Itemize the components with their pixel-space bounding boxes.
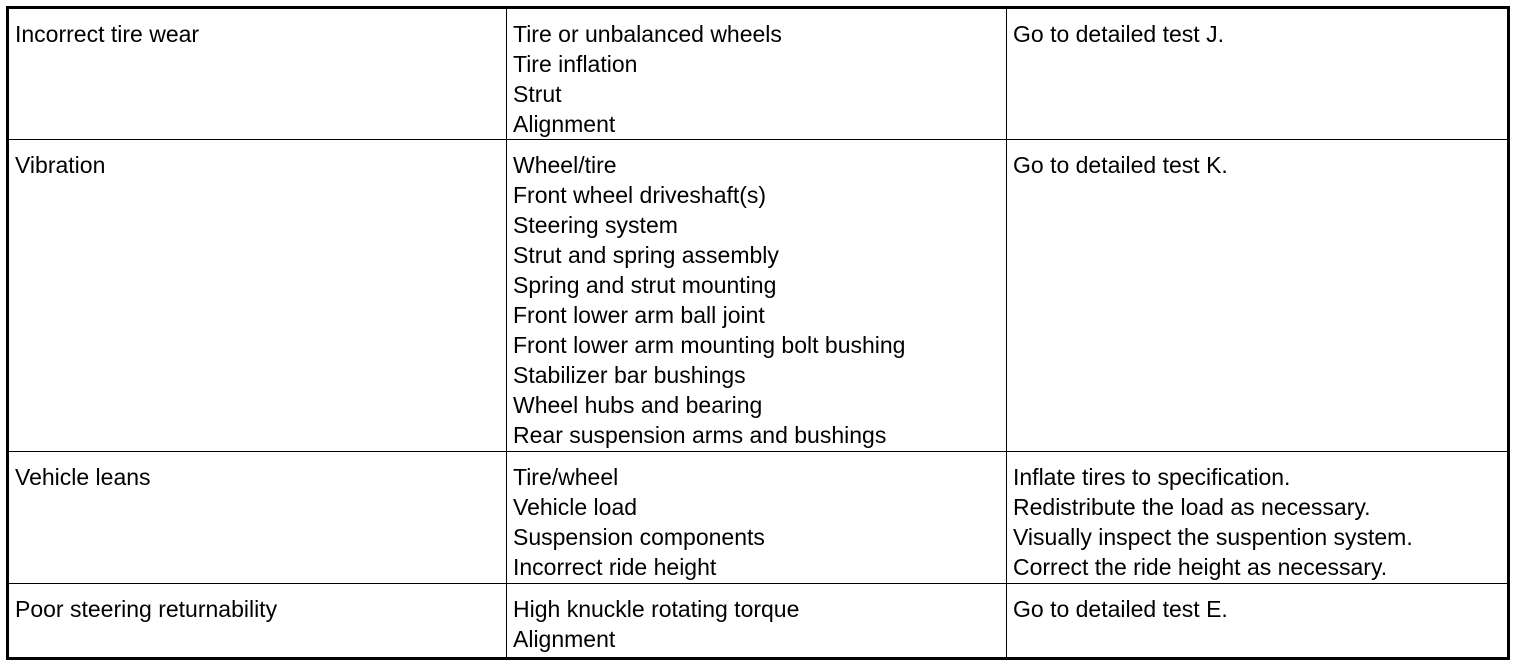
action-line: Correct the ride height as necessary.	[1013, 554, 1388, 580]
cause-line: Alignment	[513, 626, 616, 652]
action-cell	[1007, 140, 1509, 452]
condition-text: Vehicle leans	[15, 464, 151, 490]
cause-line: Strut	[513, 81, 562, 107]
condition-text: Incorrect tire wear	[15, 21, 200, 47]
cause-line: Steering system	[513, 212, 678, 238]
action-line: Redistribute the load as necessary.	[1013, 494, 1371, 520]
cause-cell	[507, 452, 1007, 584]
condition-cell	[8, 452, 507, 584]
action-line: Visually inspect the suspention system.	[1013, 524, 1413, 550]
cause-cell	[507, 140, 1007, 452]
action-line: Inflate tires to specification.	[1013, 464, 1291, 490]
action-line: Go to detailed test E.	[1013, 596, 1228, 622]
cause-line: Front wheel driveshaft(s)	[513, 182, 767, 208]
cause-line: Stabilizer bar bushings	[513, 362, 746, 388]
cause-cell	[507, 8, 1007, 140]
cause-line: Incorrect ride height	[513, 554, 717, 580]
condition-cell	[8, 140, 507, 452]
cause-line: Wheel hubs and bearing	[513, 392, 763, 418]
cause-line: Wheel/tire	[513, 152, 617, 178]
cause-line: Spring and strut mounting	[513, 272, 777, 298]
cause-line: Suspension components	[513, 524, 765, 550]
action-line: Go to detailed test J.	[1013, 21, 1224, 47]
condition-cell	[8, 8, 507, 140]
cause-line: High knuckle rotating torque	[513, 596, 800, 622]
cause-line: Rear suspension arms and bushings	[513, 422, 887, 448]
cause-line: Tire inflation	[513, 51, 638, 77]
cause-line: Front lower arm mounting bolt bushing	[513, 332, 906, 358]
condition-cell	[8, 584, 507, 659]
condition-text: Poor steering returnability	[15, 596, 278, 622]
cause-line: Strut and spring assembly	[513, 242, 779, 268]
action-cell	[1007, 584, 1509, 659]
cause-line: Front lower arm ball joint	[513, 302, 765, 328]
table-row	[8, 452, 1509, 584]
action-line: Go to detailed test K.	[1013, 152, 1228, 178]
cause-line: Tire or unbalanced wheels	[513, 21, 782, 47]
cause-line: Tire/wheel	[513, 464, 619, 490]
action-cell	[1007, 8, 1509, 140]
cause-line: Vehicle load	[513, 494, 638, 520]
action-cell	[1007, 452, 1509, 584]
diagnosis-table	[6, 6, 1510, 660]
table-row	[8, 140, 1509, 452]
cause-cell	[507, 584, 1007, 659]
table-row	[8, 8, 1509, 140]
condition-text: Vibration	[15, 152, 106, 178]
table-row	[8, 584, 1509, 659]
cause-line: Alignment	[513, 111, 616, 137]
